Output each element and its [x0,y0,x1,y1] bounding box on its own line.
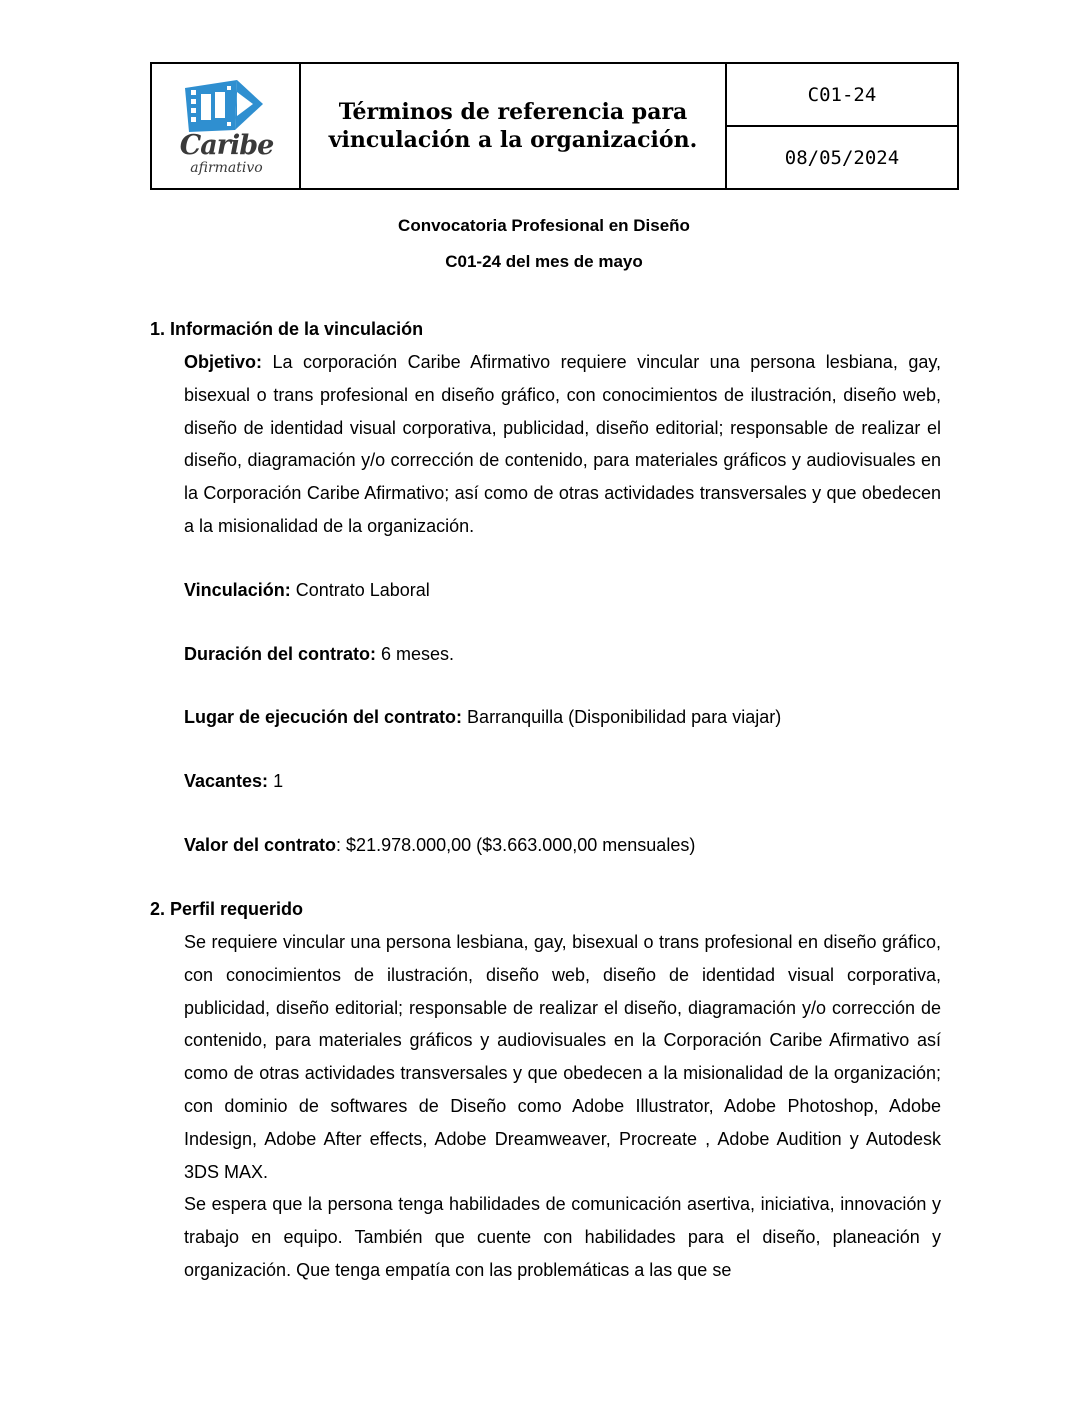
objective-label: Objetivo: [184,352,263,372]
section-1-heading: 1. Información de la vinculación [150,319,424,339]
valor-value: : $21.978.000,00 ($3.663.000,00 mensuales) [336,835,696,855]
lugar-line [184,707,781,728]
logo-cell [152,64,301,188]
document-date: 08/05/2024 [727,125,957,188]
objective-text: La corporación Caribe Afirmativo requiere vincular una persona lesbiana, gay, bisexual o trans profesional en diseño gráfico, con conocimientos de ilustración, diseño web, diseño de identidad visual corporativa, publicidad, diseño editorial; responsable de realizar el diseño, diagramación y/o corrección de contenido, para materiales gráficos y audiovisuales en la Corporación Caribe Afirmativo; así como de otras actividades transversales y que obedecen a la misionalidad de la organización. [184,352,941,536]
lugar-label: Lugar de ejecución del contrato: [184,707,463,727]
valor-label: Valor del contrato [184,835,337,855]
header-meta [727,64,957,188]
call-title: Convocatoria Profesional en Diseño [398,216,690,235]
document-code: C01-24 [807,83,877,106]
document-title: Términos de referencia para vinculación a la organización. [301,64,727,188]
objective-paragraph [184,346,941,543]
valor-line [184,835,695,856]
call-subtitle: C01-24 del mes de mayo [445,252,643,271]
vacantes-label: Vacantes: [184,771,269,791]
profile-paragraph-2: Se espera que la persona tenga habilidades de comunicación asertiva, iniciativa, innovación y trabajo en equipo. También que cuente con habilidades para el diseño, planeación y organización. Que tenga empatía con las problemáticas a las que se [184,1194,941,1280]
document-header [150,62,959,190]
duracion-label: Duración del contrato: [184,644,377,664]
duracion-line [184,644,454,665]
section-2-heading: 2. Perfil requerido [150,899,304,919]
profile-paragraph-1: Se requiere vincular una persona lesbiana, gay, bisexual o trans profesional en diseño gráfico, con conocimientos de ilustración, diseño web, diseño de identidad visual corporativa, publicidad, diseño editorial; responsable de realizar el diseño, diagramación y/o corrección de contenido, para materiales gráficos y audiovisuales en la Corporación Caribe Afirmativo así como de otras actividades transversales y que obedecen a la misionalidad de la organización; con dominio de softwares de Diseño como Adobe Illustrator, Adobe Photoshop, Adobe Indesign, Adobe After effects, Adobe Dreamweaver, Procreate , Adobe Audition y Autodesk 3DS MAX. [184,932,941,1182]
duracion-value: 6 meses. [376,644,455,664]
film-strip-icon [171,74,281,134]
vacantes-value: 1 [268,771,284,791]
vacantes-line [184,771,283,792]
logo-wordmark: Caribe [179,130,274,161]
lugar-value: Barranquilla (Disponibilidad para viajar) [462,707,782,727]
caribe-afirmativo-logo [171,74,281,178]
vinculacion-value: Contrato Laboral [290,580,430,600]
vinculacion-line [184,580,430,601]
vinculacion-label: Vinculación: [184,580,291,600]
logo-subtitle: afirmativo [190,160,263,176]
